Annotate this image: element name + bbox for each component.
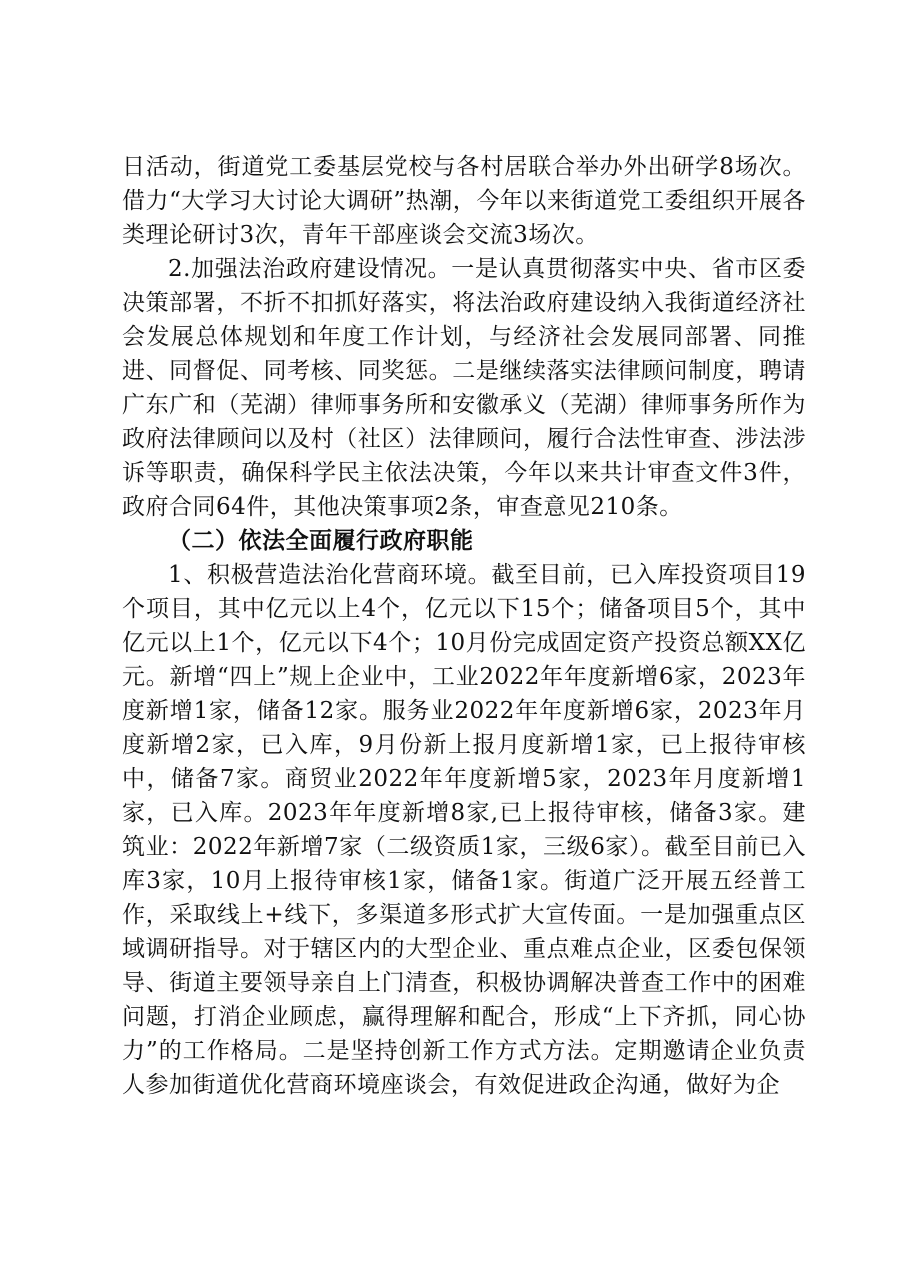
document-body [122, 150, 806, 1102]
paragraph-continuation: 日活动，街道党工委基层党校与各村居联合举办外出研学8场次。借力“大学习大讨论大调研”热潮，今年以来街道党工委组织开展各类理论研讨3次，青年干部座谈会交流3场次。 [122, 154, 806, 248]
paragraph-business-environment: 1、积极营造法治化营商环境。截至目前，已入库投资项目19个项目，其中亿元以上4个，亿元以下15个；储备项目5个，其中亿元以上1个，亿元以下4个；10月份完成固定资产投资总额XX亿元。新增“四上”规上企业中，工业2022年年度新增6家，2023年度新增1家，储备12家。服务业2022年年度新增6家，2023年月度新增2家，已入库，9月份新上报月度新增1家，已上报待审核中，储备7家。商贸业2022年年度新增5家，2023年月度新增1家，已入库。2023年年度新增8家,已上报待审核，储备3家。建筑业：2022年新增7家（二级资质1家，三级6家）。截至目前已入库3家，10月上报待审核1家，储备1家。街道广泛开展五经普工作，采取线上+线下，多渠道多形式扩大宣传面。一是加强重点区域调研指导。对于辖区内的大型企业、重点难点企业，区委包保领导、街道主要领导亲自上门清查，积极协调解决普查工作中的困难问题，打消企业顾虑，赢得理解和配合，形成“上下齐抓，同心协力”的工作格局。二是坚持创新工作方式方法。定期邀请企业负责人参加街道优化营商环境座谈会，有效促进政企沟通，做好为企 [122, 562, 806, 1098]
section-heading-government-functions: （二）依法全面履行政府职能 [168, 527, 474, 554]
paragraph-rule-of-law-government: 2.加强法治政府建设情况。一是认真贯彻落实中央、省市区委决策部署，不折不扣抓好落实，将法治政府建设纳入我街道经济社会发展总体规划和年度工作计划，与经济社会发展同部署、同推进、同督促、同考核、同奖惩。二是继续落实法律顾问制度，聘请广东广和（芜湖）律师事务所和安徽承义（芜湖）律师事务所作为政府法律顾问以及村（社区）法律顾问，履行合法性审查、涉法涉诉等职责，确保科学民主依法决策，今年以来共计审查文件3件，政府合同64件，其他决策事项2条，审查意见210条。 [122, 256, 806, 520]
